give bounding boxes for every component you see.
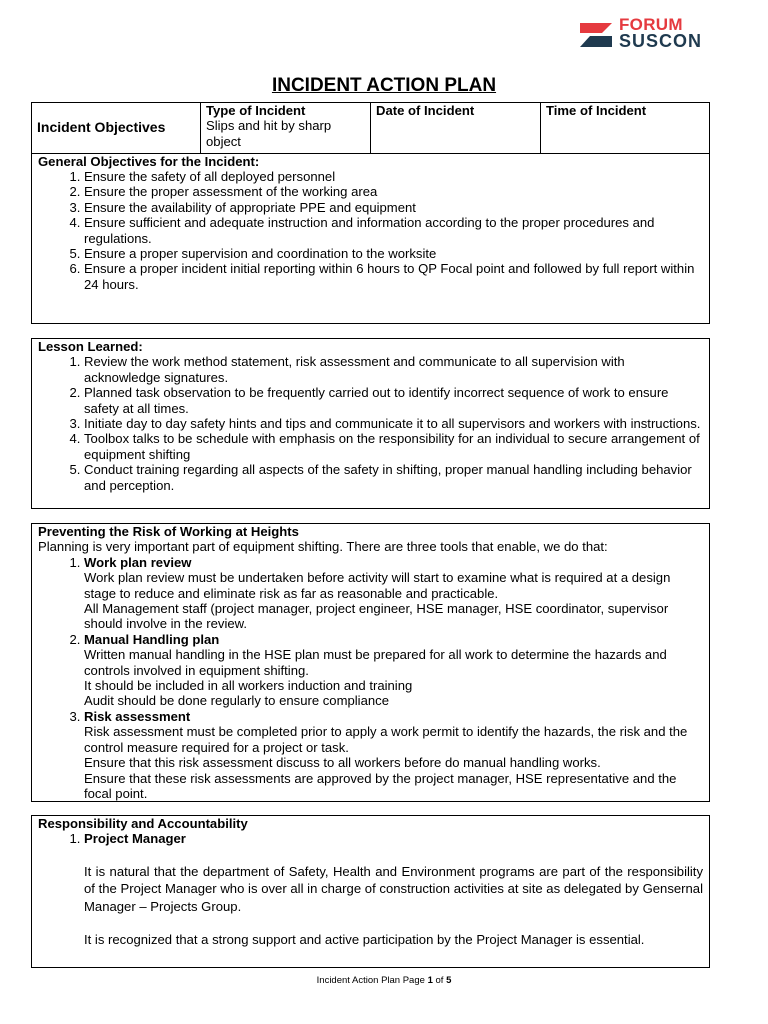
general-objectives-heading: General Objectives for the Incident: — [38, 153, 260, 169]
incident-objectives-label: Incident Objectives — [32, 103, 201, 153]
list-item: 3. Initiate day to day safety hints and tips and communicate it to all supervisors and workers with instructions. — [84, 416, 703, 431]
date-of-incident-label: Date of Incident — [376, 103, 475, 118]
page-footer — [0, 975, 768, 986]
list-item: 5. Ensure a proper supervision and coordination to the worksite — [84, 246, 703, 261]
type-of-incident-cell — [201, 103, 371, 153]
company-logo — [578, 15, 703, 56]
lesson-learned-box — [31, 338, 710, 509]
list-item: 2. Ensure the proper assessment of the working area — [84, 184, 703, 199]
tool-line: Risk assessment must be completed prior to apply a work permit to identify the hazards, the risk and the control measure required for a project or task. — [84, 724, 688, 755]
document-title: INCIDENT ACTION PLAN — [271, 75, 497, 96]
general-objectives-section — [32, 154, 709, 293]
incident-header-table — [32, 103, 709, 154]
heights-risk-intro: Planning is very important part of equipment shifting. There are three tools that enable, we do that: — [38, 539, 608, 555]
date-of-incident-cell — [371, 103, 541, 153]
risk-assessment-title: 3. Risk assessment — [84, 708, 191, 724]
general-objectives-list — [38, 169, 703, 292]
responsibility-box — [31, 815, 710, 968]
heights-risk-box — [31, 523, 710, 802]
list-item — [84, 555, 703, 632]
tool-line: All Management staff (project manager, project engineer, HSE manager, HSE coordinator, supervisor should involve in the review. — [84, 601, 669, 632]
list-item: 4. Toolbox talks to be schedule with emphasis on the responsibility for an individual to secure arrangement of equipment shifting — [84, 431, 703, 462]
list-item: 5. Conduct training regarding all aspects of the safety in shifting, proper manual handling including behavior and perception. — [84, 462, 703, 493]
footer-page-number: 1 — [427, 975, 433, 986]
footer-label: Incident Action Plan Page — [316, 975, 428, 986]
responsibility-paragraph: It is natural that the department of Safety, Health and Environment programs are part of the responsibility of the Project Manager who is over all in charge of construction activities at site as delegated by Gensernal Manager – Projects Group. — [84, 863, 703, 914]
type-of-incident-value: Slips and hit by sharp object — [206, 118, 332, 149]
tool-line: Work plan review must be undertaken before activity will start to examine what is required at a design stage to reduce and eliminate risk as far as reasonable and practicable. — [84, 570, 671, 601]
list-item — [84, 831, 703, 947]
time-of-incident-label: Time of Incident — [546, 103, 647, 118]
logo-text-suscon: SUSCON — [619, 31, 703, 51]
list-item — [84, 632, 703, 709]
footer-of: of — [432, 975, 447, 986]
heights-risk-heading: Preventing the Risk of Working at Heights — [38, 524, 299, 539]
list-item: 6. Ensure a proper incident initial reporting within 6 hours to QP Focal point and followed by full report within 24 hours. — [84, 261, 703, 292]
list-item — [84, 709, 703, 801]
logo-mark-icon — [578, 20, 614, 50]
list-item: 3. Ensure the availability of appropriate PPE and equipment — [84, 200, 703, 215]
type-of-incident-label: Type of Incident — [206, 103, 306, 118]
work-plan-review-title: 1. Work plan review — [84, 554, 192, 570]
time-of-incident-cell — [541, 103, 710, 153]
responsibility-paragraph: It is recognized that a strong support and active participation by the Project Manager is essential. — [84, 932, 645, 948]
lesson-learned-heading: Lesson Learned: — [38, 339, 143, 354]
tool-line: Audit should be done regularly to ensure compliance — [84, 693, 389, 709]
manual-handling-plan-title: 2. Manual Handling plan — [84, 631, 220, 647]
tool-line: It should be included in all workers induction and training — [84, 678, 413, 694]
list-item: 1. Ensure the safety of all deployed personnel — [84, 169, 703, 184]
list-item: 1. Review the work method statement, risk assessment and communicate to all supervision with acknowledge signatures. — [84, 354, 703, 385]
responsibility-list — [38, 831, 703, 947]
tool-line: Ensure that these risk assessments are approved by the project manager, HSE representative and the focal point. — [84, 770, 677, 801]
lesson-learned-list — [38, 354, 703, 493]
list-item: 4. Ensure sufficient and adequate instruction and information according to the proper procedures and regulations. — [84, 215, 703, 246]
footer-total-pages: 5 — [446, 975, 452, 986]
list-item: 2. Planned task observation to be frequently carried out to identify incorrect sequence of work to ensure safety at all times. — [84, 385, 703, 416]
tool-line: Written manual handling in the HSE plan must be prepared for all work to determine the hazards and controls involved in equipment shifting. — [84, 647, 667, 678]
project-manager-title: 1. Project Manager — [84, 831, 186, 847]
responsibility-heading: Responsibility and Accountability — [38, 816, 248, 831]
logo-text-forum: FORUM — [619, 15, 683, 34]
tool-line: Ensure that this risk assessment discuss to all workers before do manual handling works. — [84, 755, 601, 771]
incident-objectives-box — [31, 102, 710, 324]
heights-tools-list — [38, 555, 703, 802]
